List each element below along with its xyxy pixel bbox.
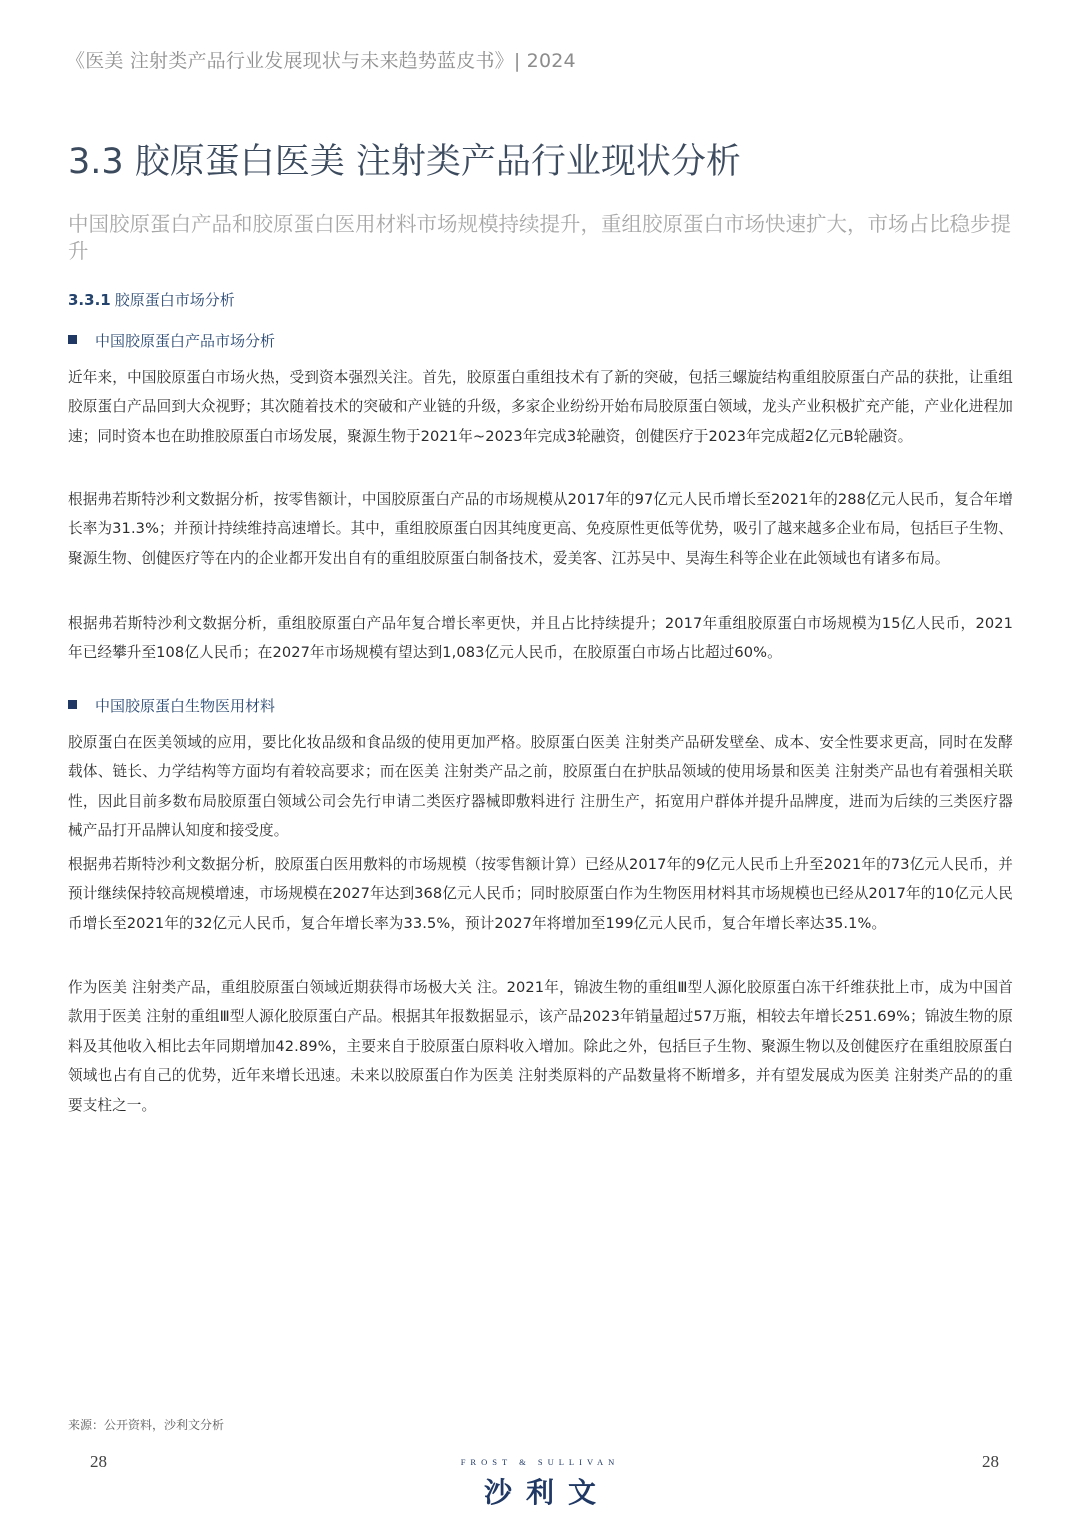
- source-note: 来源：公开资料，沙利文分析: [68, 1418, 225, 1432]
- bullet-heading-label: 中国胶原蛋白生物医用材料: [95, 697, 276, 715]
- paragraph: 作为医美 注射类产品，重组胶原蛋白领域近期获得市场极大关 注。2021年，锦波生物的重组Ⅲ型人源化胶原蛋白冻干纤维获批上市，成为中国首款用于医美 注射的重组Ⅲ型人源化胶原蛋白产品。根据其年报数据显示，该产品2023年销量超过57万瓶，相较去年增长251.69%；锦波生物的原料及其他收入相比去年同期增加42.89%，主要来自于胶原蛋白原料收入增加。除此之外，包括巨子生物、聚源生物以及创健医疗在重组胶原蛋白领域也占有自己的优势，近年来增长迅速。未来以胶原蛋白作为医美 注射类原料的产品数量将不断增多，并有望发展成为医美 注射类产品的的重要支柱之一。: [68, 979, 1014, 1114]
- subsection-title: 胶原蛋白市场分析: [114, 291, 235, 309]
- document-header-title: 《医美 注射类产品行业发展现状与未来趋势蓝皮书》| 2024: [66, 50, 576, 72]
- paragraph: 根据弗若斯特沙利文数据分析，重组胶原蛋白产品年复合增长率更快，并且占比持续提升；2017年重组胶原蛋白市场规模为15亿人民币，2021年已经攀升至108亿人民币；在2027年市场规模有望达到1,083亿元人民币，在胶原蛋白市场占比超过60%。: [68, 615, 1013, 662]
- subsection-heading: [68, 289, 235, 310]
- bullet-heading-label: 中国胶原蛋白产品市场分析: [95, 332, 276, 350]
- frost-sullivan-logo: [440, 1457, 640, 1511]
- section-lead-text: 中国胶原蛋白产品和胶原蛋白医用材料市场规模持续提升，重组胶原蛋白市场快速扩大，市场占比稳步提升: [68, 212, 1011, 263]
- section-title: 3.3 胶原蛋白医美 注射类产品行业现状分析: [68, 142, 741, 182]
- square-bullet-icon: [68, 335, 77, 344]
- paragraph: 根据弗若斯特沙利文数据分析，按零售额计，中国胶原蛋白产品的市场规模从2017年的97亿元人民币增长至2021年的288亿元人民币，复合年增长率为31.3%；并预计持续维持高速增长。其中，重组胶原蛋白因其纯度更高、免疫原性更低等优势，吸引了越来越多企业布局，包括巨子生物、聚源生物、创健医疗等在内的企业都开发出自有的重组胶原蛋白制备技术，爱美客、江苏吴中、昊海生科等企业在此领域也有诸多布局。: [68, 491, 1013, 567]
- bullet-heading-market: [68, 330, 275, 351]
- logo-english-text: FROST & SULLIVAN: [460, 1457, 620, 1467]
- paragraph: 胶原蛋白在医美领域的应用，要比化妆品级和食品级的使用更加严格。胶原蛋白医美 注射类产品研发壁垒、成本、安全性要求更高，同时在发酵载体、链长、力学结构等方面均有着较高要求；而在医美 注射类产品之前，胶原蛋白在护肤品领域的使用场景和医美 注射类产品也有着强相关联性，因此目前多数布局胶原蛋白领域公司会先行申请二类医疗器械即敷料进行 注册生产，拓宽用户群体并提升品牌度，进而为后续的三类医疗器械产品打开品牌认知度和接受度。: [68, 734, 1013, 840]
- page-number-left: 28: [90, 1452, 107, 1471]
- bullet-heading-biomaterial: [68, 695, 275, 716]
- page-number-right: 28: [982, 1452, 999, 1471]
- subsection-number: 3.3.1: [68, 291, 111, 309]
- paragraph: 近年来，中国胶原蛋白市场火热，受到资本强烈关注。首先，胶原蛋白重组技术有了新的突破，包括三螺旋结构重组胶原蛋白产品的获批，让重组胶原蛋白产品回到大众视野；其次随着技术的突破和产业链的升级，多家企业纷纷开始布局胶原蛋白领域，龙头产业积极扩充产能，产业化进程加速；同时资本也在助推胶原蛋白市场发展，聚源生物于2021年~2023年完成3轮融资，创健医疗于2023年完成超2亿元B轮融资。: [68, 369, 1013, 445]
- square-bullet-icon: [68, 700, 77, 709]
- logo-chinese-text: 沙利文: [483, 1476, 610, 1509]
- paragraph: 根据弗若斯特沙利文数据分析，胶原蛋白医用敷料的市场规模（按零售额计算）已经从2017年的9亿元人民币上升至2021年的73亿元人民币，并预计继续保持较高规模增速，市场规模在2027年达到368亿元人民币；同时胶原蛋白作为生物医用材料其市场规模也已经从2017年的10亿元人民币增长至2021年的32亿元人民币，复合年增长率为33.5%，预计2027年将增加至199亿元人民币，复合年增长率达35.1%。: [68, 856, 1013, 932]
